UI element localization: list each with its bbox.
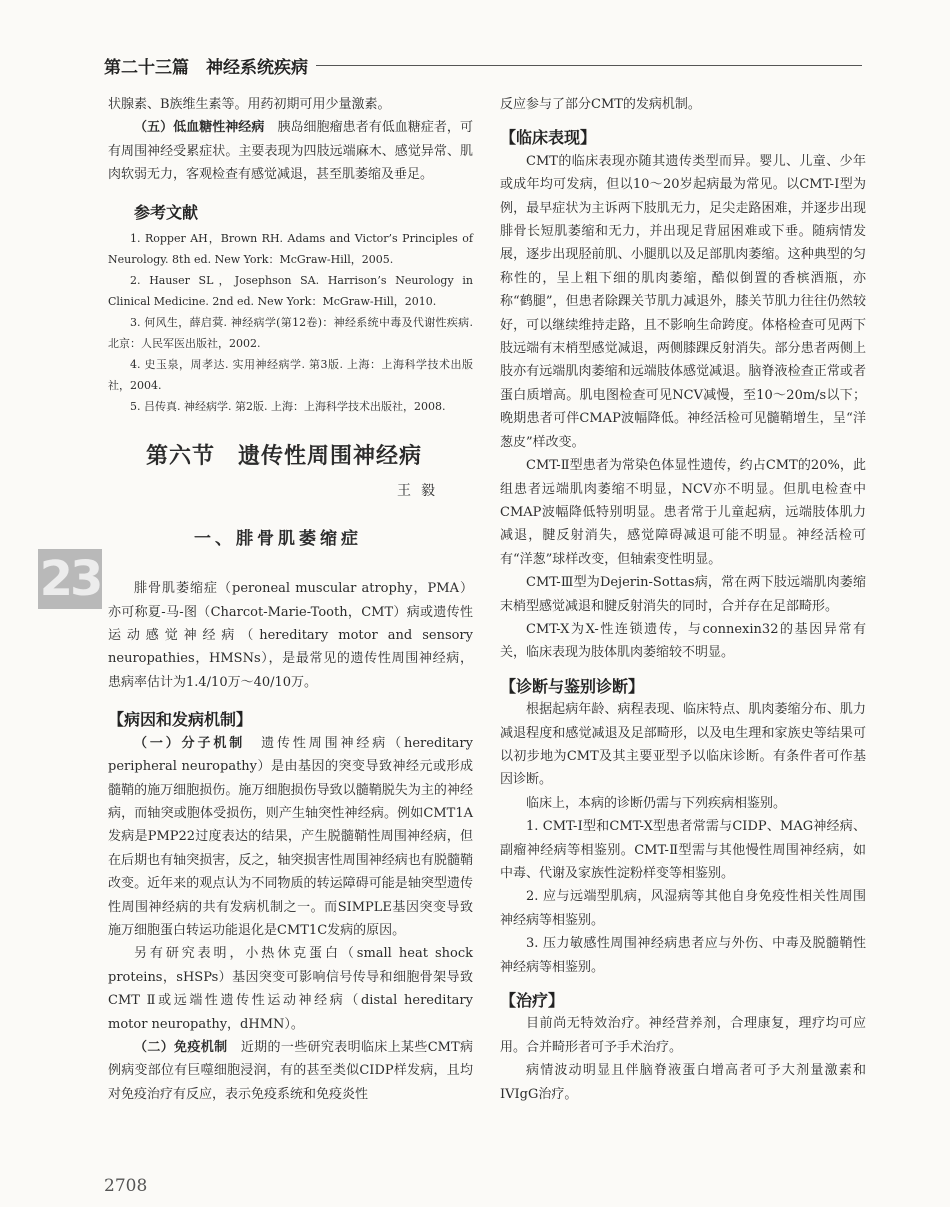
diagnosis-item-1: 1. CMT-Ⅰ型和CMT-X型患者常需与CIDP、MAG神经病、副瘤神经病等相鉴别。CMT-Ⅱ型需与其他慢性周围神经病，如中毒、代谢及家族性淀粉样变等相鉴别。 [500,819,866,881]
reference-item: 2. Hauser SL，Josephson SA. Harrison’s Neurology in Clinical Medicine. 2nd ed. New York：McGraw-Hill，2010. [108,274,473,309]
immune-paragraph [108,1036,473,1106]
diagnosis-paragraph-1: 根据起病年龄、病程表现、临床特点、肌肉萎缩分布、肌力减退程度和感觉减退及足部畸形，以及电生理和家族史等结果可以初步地为CMT及其主要亚型予以临床诊断。有条件者可作基因诊断。 [500,702,866,788]
author: 王毅 [397,483,445,500]
reference-item: 4. 史玉泉，周孝达. 实用神经病学. 第3版. 上海：上海科学技术出版社，2004. [108,358,473,393]
paragraph: 状腺素、B族维生素等。用药初期可用少量激素。 [108,97,391,112]
mol-label: （一）分子机制 [134,735,246,751]
mol-text: 遗传性周围神经病（hereditary peripheral neuropathy）是由基因的突变导致神经元或形成髓鞘的施万细胞损伤。施万细胞损伤导致以髓鞘脱失为主的神经病，而轴突或胞体受损伤，则产生轴突性神经病。例如CMT1A发病是PMP22过度表达的结果，产生脱髓鞘性周围神经病，但在后期也有轴突损害，反之，轴突损害性周围神经病也有脱髓鞘改变。近年来的观点认为不同物质的转运障碍可能是轴突型遗传性周围神经病的共有发病机制之一。而SIMPLE基因突变导致施万细胞蛋白转运功能退化是CMT1C发病的原因。 [108,735,473,938]
page-number: 2708 [104,1176,148,1196]
treatment-paragraph-1: 目前尚无特效治疗。神经营养剂，合理康复，理疗均可应用。合并畸形者可予手术治疗。 [500,1016,866,1055]
reference-list [108,228,473,417]
imm-text: 近期的一些研究表明临床上某些CMT病例病变部位有巨噬细胞浸润，有的甚至类似CIDP样发病，且均对免疫治疗有反应，表示免疫系统和免疫炎性 [108,1039,473,1102]
reference-item: 5. 吕传真. 神经病学. 第2版. 上海：上海科学技术出版社，2008. [130,400,446,414]
imm-label: （二）免疫机制 [134,1039,228,1055]
paragraph: 反应参与了部分CMT的发病机制。 [500,97,701,112]
etiology-heading: 【病因和发病机制】 [108,710,253,730]
header-rule [316,65,862,66]
left-column [108,93,473,1106]
section-title: 第六节 遗传性周围神经病 [146,443,423,470]
diagnosis-item-2: 2. 应与远端型肌病，风湿病等其他自身免疫性相关性周围神经病等相鉴别。 [500,889,866,928]
clinical-heading: 【临床表现】 [500,128,597,148]
treatment-paragraph-2: 病情波动明显且伴脑脊液蛋白增高者可予大剂量激素和IVIgG治疗。 [500,1063,866,1102]
hypo-text: 胰岛细胞瘤患者有低血糖症者，可有周围神经受累症状。主要表现为四肢远端麻木、感觉异常、肌肉软弱无力，客观检查有感觉减退，甚至肌萎缩及垂足。 [108,120,473,183]
hsp-paragraph: 另有研究表明，小热休克蛋白（small heat shock proteins，sHSPs）基因突变可影响信号传导和细胞骨架导致CMT Ⅱ或远端性遗传性运动神经病（distal hereditary motor neuropathy，dHMN）。 [108,946,473,1032]
diagnosis-item-3: 3. 压力敏感性周围神经病患者应与外伤、中毒及脱髓鞘性神经病等相鉴别。 [500,936,866,975]
running-header [104,52,862,78]
right-column [500,93,866,1106]
chapter-tab: 23 [39,551,101,607]
intro-paragraph: 腓骨肌萎缩症（peroneal muscular atrophy，PMA）亦可称夏-马-图（Charcot-Marie-Tooth，CMT）病或遗传性运动感觉神经病（hereditary motor and sensory neuropathies，HMSNs），是最常见的遗传性周围神经病，患病率估计为1.4/10万～40/10万。 [108,581,473,690]
reference-item: 1. Ropper AH，Brown RH. Adams and Victor’s Principles of Neurology. 8th ed. New York：McGraw-Hill，2005. [108,232,473,267]
references-heading: 参考文献 [134,202,199,222]
hypo-label: （五）低血糖性神经病 [134,120,265,136]
subsection-title: 一、腓骨肌萎缩症 [194,528,362,549]
molecular-paragraph [108,732,473,943]
reference-item: 3. 何风生，薛启蓂. 神经病学(第12卷)：神经系统中毒及代谢性疾病. 北京：人民军医出版社，2002. [108,316,473,351]
diagnosis-heading: 【诊断与鉴别诊断】 [500,676,645,696]
clinical-paragraph-3: CMT-Ⅲ型为Dejerin-Sottas病，常在两下肢远端肌肉萎缩末梢型感觉减退和腱反射消失的同时，合并存在足部畸形。 [500,575,866,614]
clinical-paragraph-2: CMT-Ⅱ型患者为常染色体显性遗传，约占CMT的20%，此组患者远端肌肉萎缩不明显，NCV亦不明显。但肌电检查中CMAP波幅降低特别明显。患者常于儿童起病，远端肢体肌力减退，腱反射消失，感觉障碍减退可能不明显。神经活检可有“洋葱”球样改变，但轴索变性明显。 [500,458,866,567]
paragraph-hypoglycemia [108,116,473,186]
treatment-heading: 【治疗】 [500,991,565,1011]
diagnosis-paragraph-2: 临床上，本病的诊断仍需与下列疾病相鉴别。 [526,795,787,811]
clinical-paragraph-4: CMT-X为X-性连锁遗传，与connexin32的基因异常有关，临床表现为肢体肌肉萎缩较不明显。 [500,621,866,661]
clinical-paragraph-1: CMT的临床表现亦随其遗传类型而异。婴儿、儿童、少年或成年均可发病，但以10～20岁起病最为常见。以CMT-Ⅰ型为例，最早症状为主诉两下肢肌无力，足尖走路困难，并逐步出现腓骨长短肌萎缩和无力，并出现足背屈困难或下垂。随病情发展，逐步出现胫前肌、小腿肌以及足部肌肉萎缩。这种典型的匀称性的，呈上粗下细的肌肉萎缩，酷似倒置的香槟酒瓶，亦称“鹤腿”，但患者除踝关节肌力减退外，膝关节肌力往往仍然较好，可以继续维持走路，且不影响生命跨度。体格检查可见两下肢远端有末梢型感觉减退，两侧膝踝反射消失。部分患者两侧上肢亦有远端肌肉萎缩和远端肢体感觉减退。脑脊液检查正常或者蛋白质增高。肌电图检查可见NCV减慢，至10～20m/s以下；晚期患者可伴CMAP波幅降低。神经活检可见髓鞘增生，呈“洋葱皮”样改变。 [500,153,866,450]
header-title: 第二十三篇 神经系统疾病 [104,57,308,78]
